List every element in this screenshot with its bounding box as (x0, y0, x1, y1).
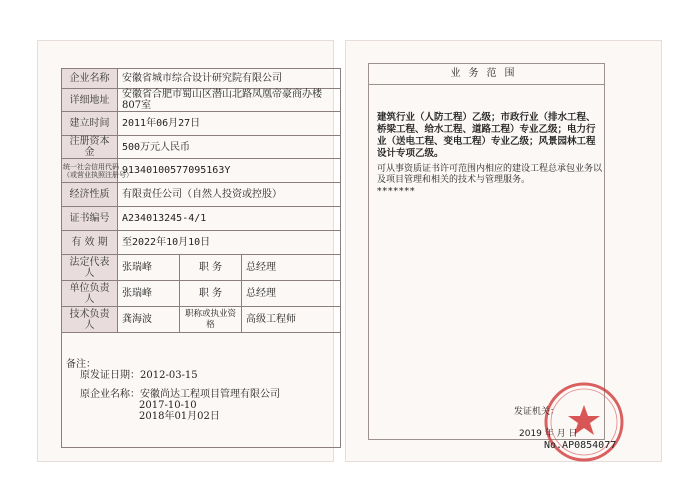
row-legal-rep (62, 255, 341, 281)
value-economic-nature: 有限责任公司（自然人投资或控股） (118, 183, 341, 207)
notes-date-2: 2018年01月02日 (139, 410, 220, 422)
value-legal-rep-name: 张瑞峰 (118, 255, 180, 281)
row-tech-head (62, 307, 341, 333)
row-established (62, 112, 341, 136)
label-unit-head-role: 职 务 (180, 281, 242, 307)
label-tech-head-role: 职称或执业资格 (180, 307, 242, 333)
value-validity: 至2022年10月10日 (118, 231, 341, 255)
value-tech-head-role: 高级工程师 (242, 307, 341, 333)
label-company-name: 企业名称 (62, 69, 118, 89)
row-capital (62, 136, 341, 159)
value-cert-number: A234013245-4/1 (118, 207, 341, 231)
row-validity (62, 231, 341, 255)
value-company-name: 安徽省城市综合设计研究院有限公司 (118, 69, 341, 89)
certificate-right-page (345, 40, 662, 462)
business-scope-box (368, 63, 617, 451)
value-tech-head-name: 龚海波 (118, 307, 180, 333)
scope-note: 可从事资质证书许可范围内相应的建设工程总承包业务以及项目管理和相关的技术与管理服务。 (377, 164, 603, 185)
scope-stars: ******* (377, 187, 416, 197)
issue-date: 2019 年 月 日 (519, 429, 578, 439)
notes-date-1: 2017-10-10 (139, 399, 197, 411)
value-unit-head-role: 总经理 (242, 281, 341, 307)
value-credit-code: 91340100577095163Y (118, 159, 341, 183)
official-seal-icon (541, 379, 627, 465)
certificate-left-page (37, 40, 334, 462)
notes-orig-name: 原企业名称：安徽尚达工程项目管理有限公司 (80, 388, 280, 400)
notes-cell (62, 333, 341, 448)
label-capital: 注册资本金 (62, 136, 118, 159)
label-cert-number: 证书编号 (62, 207, 118, 231)
issuer-label: 发证机关： (514, 407, 560, 417)
row-economic-nature (62, 183, 341, 207)
row-unit-head (62, 281, 341, 307)
label-address: 详细地址 (62, 89, 118, 112)
row-address (62, 89, 341, 112)
notes-title: 备注： (66, 358, 96, 370)
row-cert-number (62, 207, 341, 231)
scope-text: 建筑行业（人防工程）乙级；市政行业（排水工程、桥梁工程、给水工程、道路工程）专业乙级；电力行业（送电工程、变电工程）专业乙级；风景园林工程设计专项乙级。 (377, 112, 596, 159)
label-legal-rep: 法定代表人 (62, 255, 118, 281)
row-company-name (62, 69, 341, 89)
label-unit-head: 单位负责人 (62, 281, 118, 307)
value-unit-head-name: 张瑞峰 (118, 281, 180, 307)
label-tech-head: 技术负责人 (62, 307, 118, 333)
value-legal-rep-role: 总经理 (242, 255, 341, 281)
label-validity: 有 效 期 (62, 231, 118, 255)
certificate-number: No.AP0854077 (544, 440, 617, 451)
notes-issue-line: 原发证日期：2012-03-15 (80, 369, 198, 381)
label-established: 建立时间 (62, 112, 118, 136)
label-economic-nature: 经济性质 (62, 183, 118, 207)
info-table (61, 68, 341, 448)
value-address: 安徽省合肥市蜀山区潜山北路凤凰帝豪商办楼807室 (118, 89, 341, 112)
row-notes (62, 333, 341, 448)
row-credit-code (62, 159, 341, 183)
label-legal-rep-role: 职 务 (180, 255, 242, 281)
scope-title: 业务范围 (369, 64, 604, 85)
value-capital: 500万元人民币 (118, 136, 341, 159)
value-established: 2011年06月27日 (118, 112, 341, 136)
label-credit-code: 统一社会信用代码 （或营业执照注册号） (62, 159, 118, 183)
